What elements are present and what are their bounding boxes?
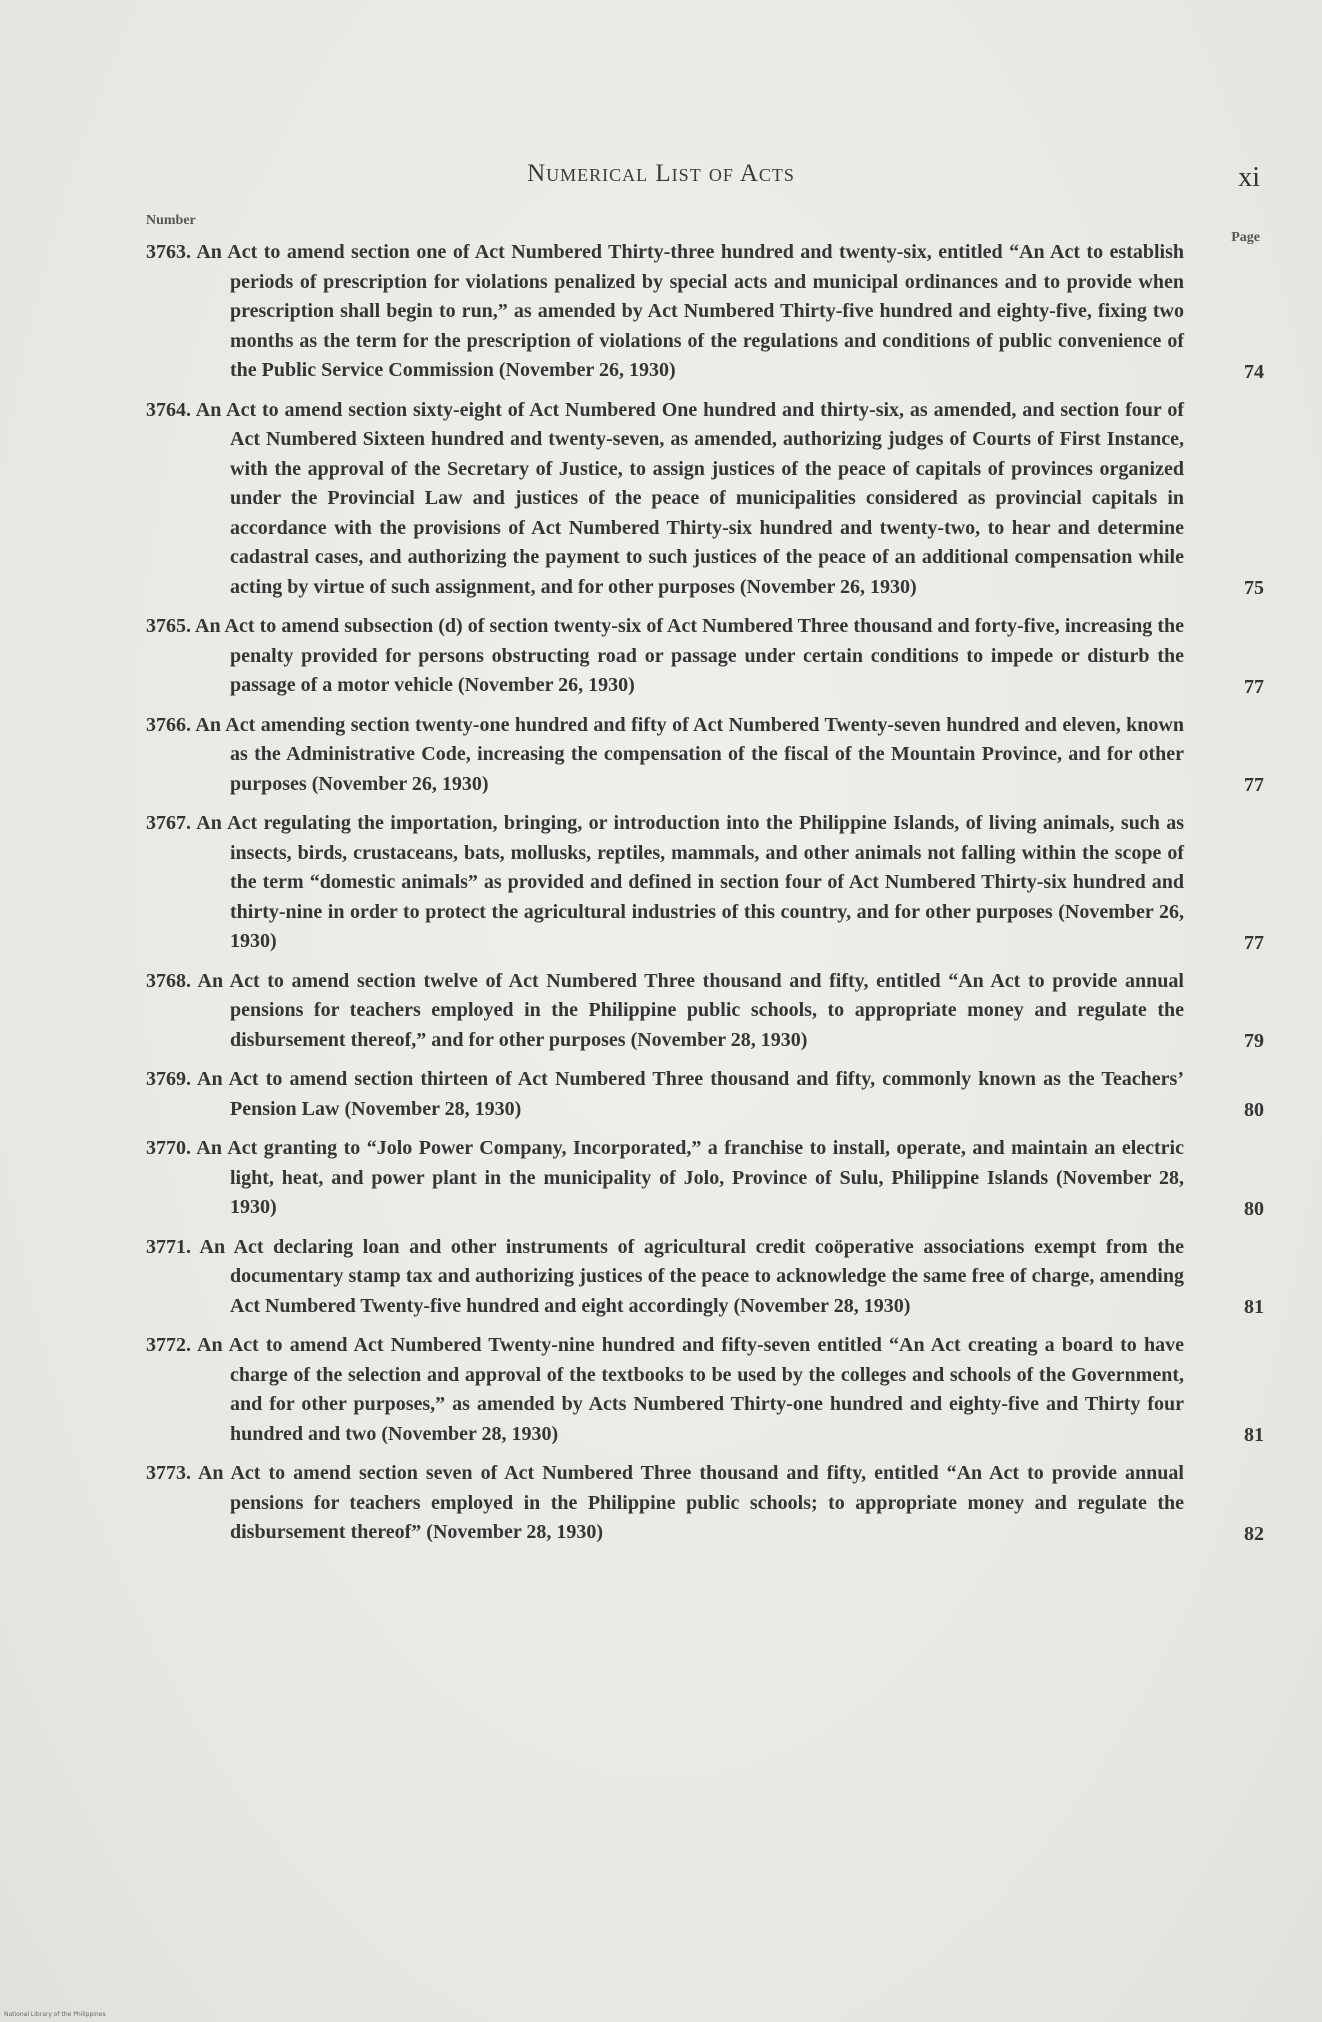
page-title: Numerical List of Acts bbox=[527, 160, 795, 187]
list-item bbox=[146, 1233, 1264, 1322]
list-item bbox=[146, 396, 1264, 603]
act-description: An Act regulating the importation, bringing, or introduction into the Philippine Islands, of living animals, such as insects, birds, crustaceans, bats, mollusks, reptiles, mammals, and other animals not falling within the scope of the term “domestic animals” as provided and defined in section four of Act Numbered Thirty-six hundred and thirty-nine in order to protect the agricultural industries of this country, and for other purposes (November 26, 1930) bbox=[196, 812, 1184, 952]
act-number: 3766. bbox=[146, 713, 191, 736]
list-item bbox=[146, 238, 1264, 386]
act-description: An Act amending section twenty-one hundred and fifty of Act Numbered Twenty-seven hundred and eleven, known as the Administrative Code, increasing the compensation of the fiscal of the Mountain Province, and for other purposes (November 26, 1930) bbox=[195, 713, 1184, 795]
entry-text bbox=[146, 1065, 1184, 1124]
entry-page-number: 81 bbox=[1244, 1296, 1264, 1318]
act-description: An Act to amend Act Numbered Twenty-nine hundred and fifty-seven entitled “An Act creating a board to have charge of the selection and approval of the textbooks to be used by the colleges and schools of the Government, and for other purposes,” as amended by Acts Numbered Thirty-one hundred and eighty-five and Thirty four hundred and two (November 28, 1930) bbox=[197, 1334, 1184, 1445]
acts-list bbox=[146, 238, 1264, 1558]
entry-text bbox=[146, 809, 1184, 957]
act-description: An Act to amend section sixty-eight of Act Numbered One hundred and thirty-six, as amended, and section four of Act Numbered Sixteen hundred and twenty-seven, as amended, authorizing judges of Courts of First Instance, with the approval of the Secretary of Justice, to assign justices of the peace of capitals of provinces organized under the Provincial Law and justices of the peace of municipalities considered as provincial capitals in accordance with the provisions of Act Numbered Thirty-six hundred and twenty-two, to hear and determine cadastral cases, and authorizing the payment to such justices of the peace of an additional compensation while acting by virtue of such assignment, and for other purposes (November 26, 1930) bbox=[195, 398, 1184, 598]
act-number: 3767. bbox=[146, 812, 191, 834]
list-item bbox=[146, 1459, 1264, 1548]
entry-page-number: 79 bbox=[1244, 1030, 1264, 1052]
act-description: An Act to amend section seven of Act Numbered Three thousand and fifty, entitled “An Act to provide annual pensions for teachers employed in the Philippine public schools; to appropriate money and regulate the disbursement thereof” (November 28, 1930) bbox=[197, 1462, 1184, 1543]
page-header bbox=[0, 160, 1322, 200]
entry-text bbox=[146, 1459, 1184, 1548]
entry-text bbox=[146, 1233, 1184, 1322]
act-number: 3771. bbox=[146, 1235, 191, 1258]
entry-text bbox=[146, 711, 1184, 800]
act-number: 3773. bbox=[146, 1462, 191, 1484]
list-item bbox=[146, 809, 1264, 957]
source-footer: National Library of the Philippines bbox=[4, 2011, 106, 2018]
list-item bbox=[146, 1065, 1264, 1124]
entry-text bbox=[146, 1331, 1184, 1449]
act-number: 3769. bbox=[146, 1068, 191, 1090]
act-number: 3763. bbox=[146, 241, 191, 263]
act-number: 3772. bbox=[146, 1334, 191, 1356]
act-description: An Act to amend section twelve of Act Numbered Three thousand and fifty, entitled “An Act to provide annual pensions for teachers employed in the Philippine public schools, to appropriate money and regulate the disbursement thereof,” and for other purposes (November 28, 1930) bbox=[197, 969, 1184, 1051]
act-description: An Act declaring loan and other instruments of agricultural credit coöperative associations exempt from the documentary stamp tax and authorizing justices of the peace to acknowledge the same free of charge, amending Act Numbered Twenty-five hundred and eight accordingly (November 28, 1930) bbox=[199, 1235, 1184, 1317]
entry-page-number: 77 bbox=[1244, 931, 1264, 954]
column-label-number: Number bbox=[146, 213, 196, 228]
list-item bbox=[146, 711, 1264, 800]
act-description: An Act granting to “Jolo Power Company, Incorporated,” a franchise to install, operate, and maintain an electric light, heat, and power plant in the municipality of Jolo, Province of Sulu, Philippine Islands (November 28, 1930) bbox=[196, 1137, 1184, 1218]
entry-text bbox=[146, 967, 1184, 1056]
entry-text bbox=[146, 238, 1184, 386]
act-description: An Act to amend section thirteen of Act Numbered Three thousand and fifty, commonly known as the Teachers’ Pension Law (November 28, 1930) bbox=[197, 1068, 1184, 1120]
act-number: 3770. bbox=[146, 1137, 191, 1159]
act-description: An Act to amend section one of Act Numbered Thirty-three hundred and twenty-six, entitled “An Act to establish periods of prescription for violations penalized by special acts and municipal ordinances and to provide when prescription shall begin to run,” as amended by Act Numbered Thirty-five hundred and eighty-five, fixing two months as the term for the prescription of violations of the regulations and conditions of public convenience of the Public Service Commission (November 26, 1930) bbox=[196, 241, 1185, 381]
entry-page-number: 80 bbox=[1244, 1197, 1264, 1220]
column-label-page: Page bbox=[1231, 230, 1260, 245]
entry-page-number: 74 bbox=[1244, 360, 1264, 383]
entry-page-number: 80 bbox=[1244, 1099, 1264, 1121]
act-number: 3768. bbox=[146, 969, 191, 992]
entry-page-number: 75 bbox=[1244, 577, 1264, 599]
page-number: xi bbox=[1238, 162, 1260, 193]
entry-text bbox=[146, 612, 1184, 701]
act-description: An Act to amend subsection (d) of section twenty-six of Act Numbered Three thousand and forty-five, increasing the penalty provided for persons obstructing road or passage under certain conditions to impede or disturb the passage of a motor vehicle (November 26, 1930) bbox=[195, 615, 1184, 696]
entry-page-number: 81 bbox=[1244, 1424, 1264, 1446]
entry-page-number: 77 bbox=[1244, 675, 1264, 698]
list-item bbox=[146, 967, 1264, 1056]
entry-text bbox=[146, 396, 1184, 603]
act-number: 3764. bbox=[146, 398, 191, 421]
list-item bbox=[146, 1331, 1264, 1449]
list-item bbox=[146, 612, 1264, 701]
list-item bbox=[146, 1134, 1264, 1223]
entry-text bbox=[146, 1134, 1184, 1223]
act-number: 3765. bbox=[146, 615, 191, 637]
entry-page-number: 82 bbox=[1244, 1522, 1264, 1545]
entry-page-number: 77 bbox=[1244, 774, 1264, 796]
